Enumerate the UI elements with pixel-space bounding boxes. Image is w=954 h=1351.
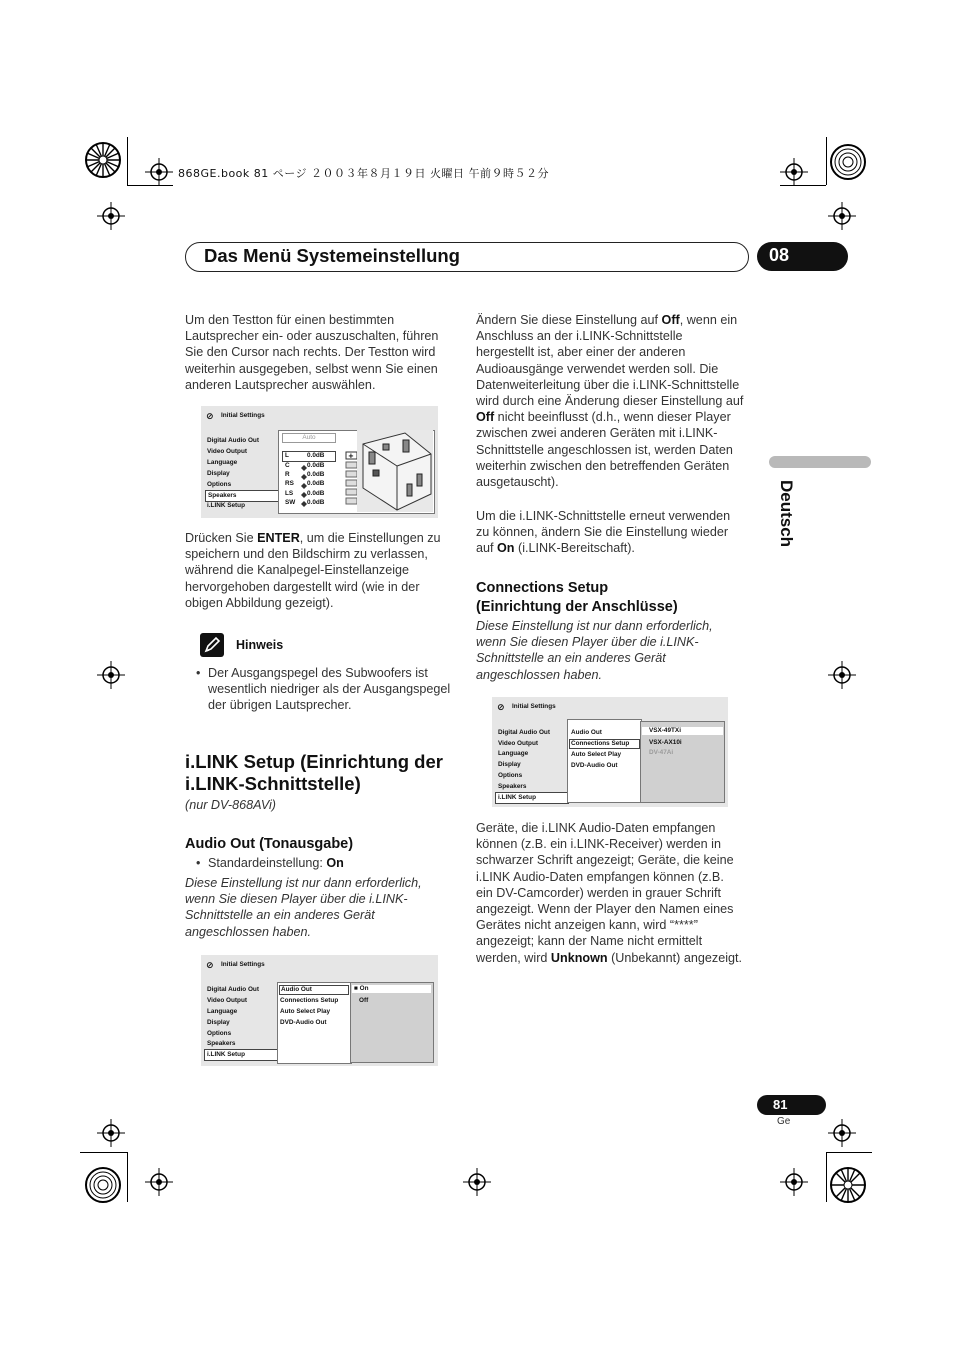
osd-audio-out bbox=[201, 955, 438, 1066]
channel-value: 0.0dB bbox=[307, 499, 325, 506]
channel-label: C bbox=[285, 462, 290, 469]
crop-line bbox=[127, 137, 128, 185]
menu-item[interactable]: Digital Audio Out bbox=[207, 986, 259, 993]
menu-item[interactable]: Video Output bbox=[207, 448, 247, 455]
page-language-code: Ge bbox=[777, 1116, 791, 1127]
osd-speaker-levels bbox=[201, 406, 438, 518]
book-info-line: 868GE.book 81 ページ ２００３年８月１９日 火曜日 午前９時５２分 bbox=[178, 167, 550, 180]
crosshair-4 bbox=[828, 202, 856, 230]
menu-item[interactable]: Language bbox=[207, 1008, 238, 1015]
language-label: Deutsch bbox=[777, 480, 796, 548]
crop-line bbox=[127, 185, 173, 186]
option-off[interactable]: Off bbox=[359, 997, 369, 1004]
submenu-item[interactable]: Audio Out bbox=[571, 729, 602, 736]
submenu-item-selected[interactable]: Connections Setup bbox=[569, 739, 640, 749]
audio-out-heading: Audio Out (Tonausgabe) bbox=[185, 836, 354, 852]
channel-value: 0.0dB bbox=[307, 490, 325, 497]
crop-line bbox=[780, 185, 826, 186]
connections-italic-note: Diese Einstellung ist nur dann erforderlich, wenn Sie diesen Player über die i.LINK-Schnittstelle an ein anderes Gerät angeschlossen haben. bbox=[476, 619, 713, 682]
channel-value: 0.0dB bbox=[307, 462, 325, 469]
crosshair-8 bbox=[828, 1119, 856, 1147]
menu-item[interactable]: Options bbox=[207, 1030, 232, 1037]
device-item[interactable]: VSX-AX10i bbox=[649, 739, 682, 746]
option-on-selected[interactable]: ■ On bbox=[352, 985, 431, 993]
menu-item-selected[interactable]: Speakers bbox=[205, 490, 279, 502]
channel-label: R bbox=[285, 471, 290, 478]
enter-paragraph: Drücken Sie ENTER, um die Einstellungen zu speichern und den Bildschirm zu verlassen, während die Kanalpegel-Einstellanzeige hervorgehoben dargestellt wird (wie in der obigen Abbildung gezeigt). bbox=[185, 531, 441, 610]
intro-paragraph: Um den Testton für einen bestimmten Lautsprecher ein- oder auszuschalten, führen Sie den Cursor nach rechts. Der Testton wird weiterhin ausgegeben, selbst wenn Sie einen anderen Lautsprecher auswählen. bbox=[185, 313, 439, 392]
page-number-badge bbox=[757, 1095, 826, 1115]
device-item-selected[interactable]: VSX-49TXi bbox=[642, 727, 723, 735]
osd-menu bbox=[204, 433, 279, 513]
crop-wheel-top-right bbox=[822, 140, 872, 186]
language-label-box bbox=[770, 478, 796, 554]
menu-item[interactable]: Language bbox=[207, 459, 238, 466]
audio-out-italic-note: Diese Einstellung ist nur dann erforderlich, wenn Sie diesen Player über die i.LINK-Schnittstelle an ein anderes Gerät angeschlossen haben. bbox=[185, 876, 422, 939]
menu-item[interactable]: Speakers bbox=[207, 1040, 236, 1047]
menu-item[interactable]: Display bbox=[498, 761, 521, 768]
crop-wheel-top-left bbox=[80, 134, 130, 186]
chapter-title: Das Menü Systemeinstellung bbox=[204, 245, 460, 266]
menu-item[interactable]: i.LINK Setup bbox=[207, 502, 245, 509]
menu-item[interactable]: Options bbox=[498, 772, 523, 779]
disc-icon: ⊘ bbox=[497, 702, 505, 712]
menu-item-selected[interactable]: i.LINK Setup bbox=[495, 792, 569, 804]
crosshair-10 bbox=[463, 1168, 491, 1196]
crosshair-6 bbox=[828, 661, 856, 689]
menu-item[interactable]: Display bbox=[207, 470, 230, 477]
room-speaker-diagram-icon bbox=[357, 430, 433, 512]
osd-title: Initial Settings bbox=[221, 412, 265, 419]
submenu-item[interactable]: DVD-Audio Out bbox=[571, 762, 618, 769]
crosshair-9 bbox=[145, 1168, 173, 1196]
crop-line bbox=[826, 1152, 827, 1202]
submenu-item-selected[interactable]: Audio Out bbox=[279, 985, 349, 995]
adjust-arrows bbox=[299, 451, 309, 507]
menu-item-selected[interactable]: i.LINK Setup bbox=[204, 1049, 279, 1061]
crosshair-5 bbox=[97, 661, 125, 689]
crosshair-11 bbox=[780, 1168, 808, 1196]
channel-label: SW bbox=[285, 499, 296, 506]
note-bullet-text: Der Ausgangspegel des Subwoofers ist wesentlich niedriger als der Ausgangspegel der übrigen Lautsprecher. bbox=[208, 666, 451, 713]
devices-paragraph: Geräte, die i.LINK Audio-Daten empfangen können (z.B. ein i.LINK-Receiver) werden in schwarzer Schrift angezeigt; Geräte, die keine i.LINK Audio-Daten empfangen können (z.B. ein DV-Camcorder) werden in grauer Schrift angezeigt. Wenn der Player den Namen eines Gerätes nicht anzeigen kann, wird “****” angezeigt; kann der Name nicht ermittelt werden, wird Unknown (Unbekannt) angezeigt. bbox=[476, 821, 742, 965]
submenu-panel bbox=[277, 982, 352, 1064]
channel-label: LS bbox=[285, 490, 294, 497]
channel-value: 0.0dB bbox=[307, 480, 325, 487]
device-item-gray[interactable]: DV-47Ai bbox=[649, 749, 674, 756]
audio-default-setting: Standardeinstellung: On bbox=[208, 856, 344, 870]
crop-line bbox=[826, 137, 827, 185]
section-subtitle: (nur DV-868AVi) bbox=[185, 798, 276, 812]
channel-label: RS bbox=[285, 480, 294, 487]
crosshair-1 bbox=[145, 158, 173, 186]
submenu-item[interactable]: Connections Setup bbox=[280, 997, 339, 1004]
menu-item[interactable]: Digital Audio Out bbox=[498, 729, 550, 736]
auto-field[interactable]: Auto bbox=[282, 433, 336, 443]
off-paragraph: Ändern Sie diese Einstellung auf Off, wenn ein Anschluss an der i.LINK-Schnittstelle hergestellt ist, aber einer der anderen Audioausgänge verwendet werden soll. Die Datenweiterleitung über die i.LINK-Schnittstelle wird durch eine Änderung dieser Einstellung auf Off nicht beeinflusst (d.h., wenn dieser Player zwischen zwei anderen Geräten mit i.LINK-Schnittstelle angeschlossen ist, werden Daten weiterhin zwischen den betreffenden Geräten ausgetauscht). bbox=[476, 313, 744, 490]
crosshair-2 bbox=[780, 158, 808, 186]
channel-value: 0.0dB bbox=[307, 452, 325, 459]
svg-text:+: + bbox=[348, 452, 354, 460]
menu-item[interactable]: Video Output bbox=[498, 740, 538, 747]
note-pencil-icon bbox=[200, 633, 224, 657]
menu-item[interactable]: Display bbox=[207, 1019, 230, 1026]
menu-item[interactable]: Speakers bbox=[498, 783, 527, 790]
menu-item[interactable]: Language bbox=[498, 750, 529, 757]
crop-wheel-bottom-left bbox=[80, 1160, 130, 1210]
bullet-dot: • bbox=[196, 666, 201, 680]
crosshair-7 bbox=[97, 1119, 125, 1147]
option-panel bbox=[350, 982, 434, 1063]
chapter-number: 08 bbox=[769, 245, 790, 265]
crop-line bbox=[826, 1152, 872, 1153]
menu-item[interactable]: Options bbox=[207, 481, 232, 488]
reactivate-paragraph: Um die i.LINK-Schnittstelle erneut verwenden zu können, ändern Sie die Einstellung wieder auf On (i.LINK-Bereitschaft). bbox=[476, 509, 731, 556]
bullet-dot: • bbox=[196, 856, 201, 870]
section-title: i.LINK Setup (Einrichtung der i.LINK-Schnittstelle) bbox=[185, 751, 443, 794]
submenu-item[interactable]: Auto Select Play bbox=[571, 751, 622, 758]
crop-line bbox=[127, 1152, 128, 1202]
osd-title: Initial Settings bbox=[512, 703, 556, 710]
channel-value: 0.0dB bbox=[307, 471, 325, 478]
menu-item[interactable]: Digital Audio Out bbox=[207, 437, 259, 444]
submenu-item[interactable]: DVD-Audio Out bbox=[280, 1019, 327, 1026]
language-tab-bar bbox=[769, 456, 871, 468]
crop-wheel-bottom-right bbox=[822, 1160, 872, 1210]
connections-heading-2: (Einrichtung der Anschlüsse) bbox=[476, 599, 678, 615]
crosshair-3 bbox=[97, 202, 125, 230]
menu-item[interactable]: Video Output bbox=[207, 997, 247, 1004]
disc-icon: ⊘ bbox=[206, 960, 214, 970]
disc-icon: ⊘ bbox=[206, 411, 214, 421]
submenu-panel bbox=[567, 719, 642, 803]
connections-heading-1: Connections Setup bbox=[476, 580, 609, 596]
device-panel bbox=[640, 721, 725, 803]
osd-connections-setup bbox=[492, 697, 728, 807]
note-title: Hinweis bbox=[236, 638, 284, 652]
submenu-item[interactable]: Auto Select Play bbox=[280, 1008, 331, 1015]
osd-title: Initial Settings bbox=[221, 961, 265, 968]
page-number: 81 bbox=[773, 1097, 788, 1112]
crop-line bbox=[80, 1152, 127, 1153]
channel-label: L bbox=[285, 452, 289, 459]
